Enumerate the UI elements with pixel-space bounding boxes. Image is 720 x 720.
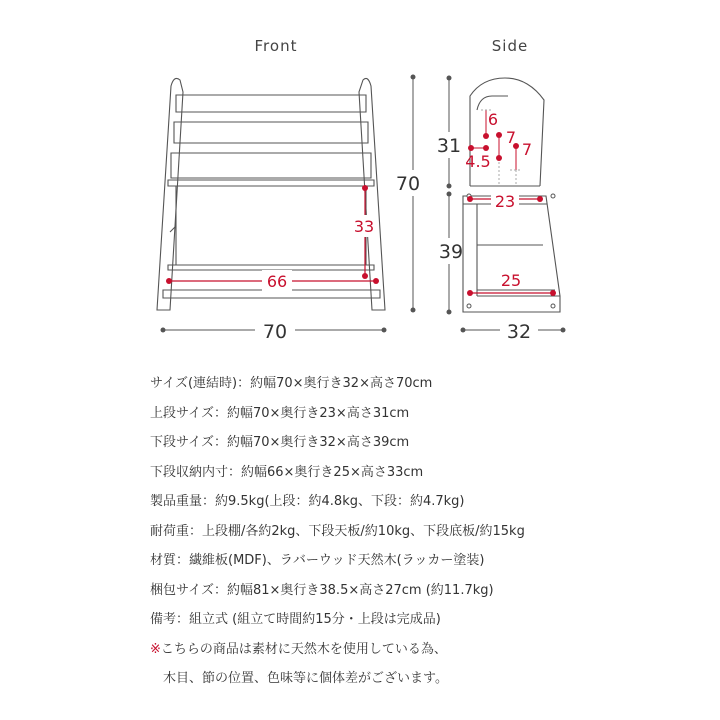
spec-size-upper: 上段サイズ：約幅70×奥行き23×高さ31cm [150,405,410,421]
side-depth-dimension [461,318,566,340]
front-inner-width-label: 66 [266,272,288,291]
step-label-4: 4.5 [465,152,491,171]
step-label-2: 7 [505,128,517,147]
spec-material: 材質：繊維板(MDF)、ラバーウッド天然木(ラッカー塗装) [150,553,485,568]
side-upper-depth-label: 23 [494,192,516,211]
spec-size-lower: 下段サイズ：約幅70×奥行き32×高さ39cm [150,435,410,450]
front-width-label: 70 [262,321,288,340]
side-depth-label: 32 [506,321,532,340]
side-lower-height-dimension [436,192,463,315]
side-bottom-depth-label: 25 [500,271,522,290]
spec-package-size: 梱包サイズ：約幅81×奥行き38.5×高さ27cm (約11.7kg) [150,582,494,598]
side-upper-depth-dimension [467,191,543,211]
spec-remarks: 備考：組立式 (組立て時間約15分・上段は完成品) [150,612,441,627]
note-text-1: こちらの商品は素材に天然木を使用している為、 [160,641,447,657]
front-view-title: Front [254,37,298,55]
spec-size-combined: サイズ(連結時)：約幅70×奥行き32×高さ70cm [150,376,433,391]
front-width-dimension [161,318,387,340]
step-label-3: 7 [521,140,533,159]
front-height-dimension [396,75,426,313]
front-inner-width-dimension [166,270,379,292]
side-view-screws [467,194,555,308]
side-upper-height-dimension [436,76,461,189]
front-height-label: 70 [395,173,421,195]
front-inner-height-label: 33 [353,217,375,236]
side-step-markers [465,110,532,184]
step-label-1: 6 [487,110,499,129]
dimension-diagram [0,0,720,340]
spec-list [150,372,710,697]
side-lower-height-label: 39 [438,241,464,263]
note-mark: ※ [150,641,161,657]
side-view-title: Side [491,37,529,55]
spec-weight: 製品重量：約9.5kg(上段：約4.8kg、下段：約4.7kg) [150,494,465,509]
side-upper-height-label: 31 [436,135,462,157]
spec-inner-size: 下段収納内寸：約幅66×奥行き25×高さ33cm [150,464,424,480]
side-bottom-depth-dimension [467,271,556,296]
spec-load-capacity: 耐荷重：上段棚/各約2kg、下段天板/約10kg、下段底板/約15kg [150,523,525,539]
note-line-2: 木目、節の位置、色味等に個体差がございます。 [163,671,448,686]
note-line-1 [150,638,710,668]
